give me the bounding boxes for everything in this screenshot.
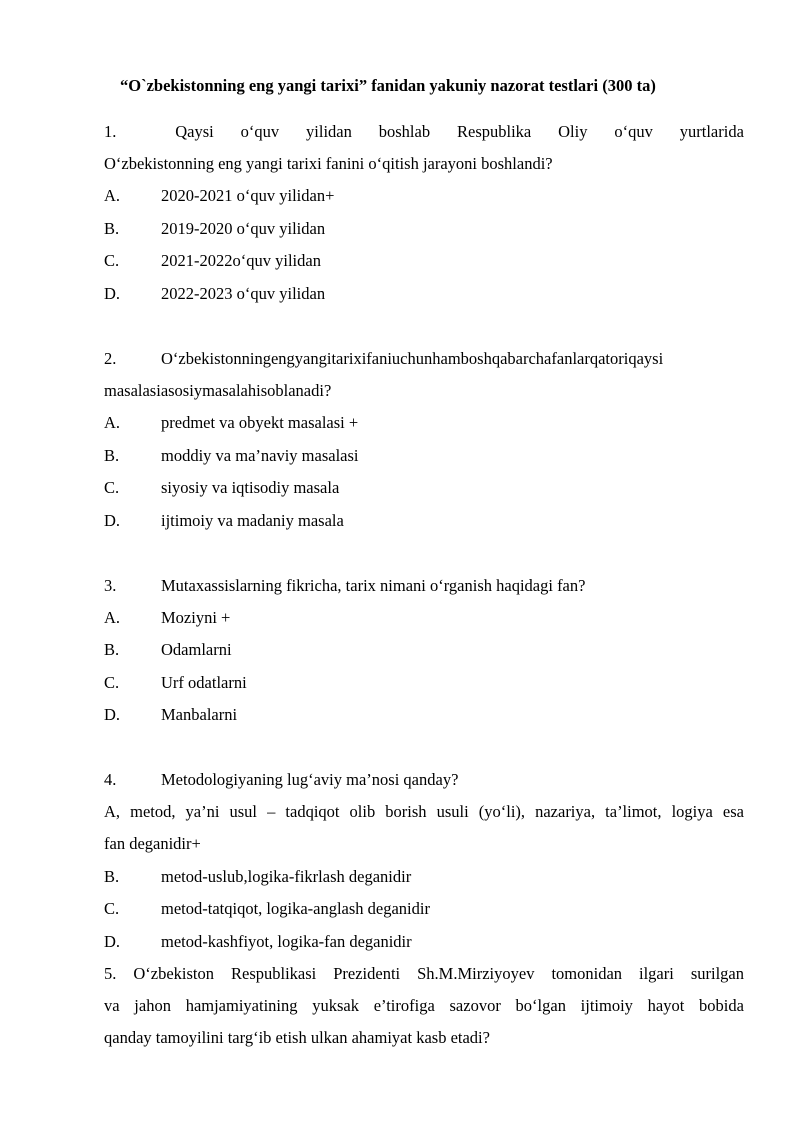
option-text: Odamlarni	[161, 640, 232, 659]
option-letter: D.	[104, 705, 121, 724]
question-number: 5.	[104, 964, 117, 983]
answer-option	[104, 284, 744, 304]
option-text: Moziyni +	[161, 608, 231, 627]
option-text: moddiy va ma’naviy masalasi	[161, 446, 359, 465]
word: metod,	[130, 802, 176, 821]
word: esa	[722, 802, 744, 821]
answer-option	[104, 186, 744, 206]
word: logiya	[671, 802, 713, 821]
word: va	[104, 996, 120, 1015]
option-text: Urf odatlarni	[161, 673, 247, 692]
answer-option-a-line-2: fan deganidir+	[104, 834, 201, 853]
option-text: ijtimoiy va madaniy masala	[161, 511, 344, 530]
option-text: metod-kashfiyot, logika-fan deganidir	[161, 932, 412, 951]
question-text: Metodologiyaning lug‘aviy ma’nosi qanday?	[161, 770, 459, 789]
answer-option	[104, 640, 744, 660]
word: usul	[229, 802, 258, 821]
question-number: 4.	[104, 770, 117, 789]
answer-option	[104, 899, 744, 919]
word: surilgan	[690, 964, 744, 983]
answer-option	[104, 608, 744, 628]
word: ta’limot,	[605, 802, 662, 821]
option-text: siyosiy va iqtisodiy masala	[161, 478, 340, 497]
question-number: 2.	[104, 349, 117, 368]
option-letter: C.	[104, 899, 120, 918]
question-3	[104, 576, 744, 596]
word: O‘zbekiston	[133, 964, 215, 983]
option-text: predmet va obyekt masalasi +	[161, 413, 359, 432]
answer-option-a-line-1	[104, 802, 744, 822]
word: yilidan	[306, 122, 352, 141]
word: sazovor	[449, 996, 501, 1015]
option-letter: D.	[104, 511, 121, 530]
option-letter: B.	[104, 867, 120, 886]
question-text: O‘zbekistonningengyangitarixifaniuchunhamboshqabarchafanlarqatoriqaysi	[161, 349, 664, 368]
word: bo‘lgan	[515, 996, 566, 1015]
option-letter: C.	[104, 251, 120, 270]
word: yurtlarida	[679, 122, 744, 141]
answer-option	[104, 673, 744, 693]
answer-option	[104, 867, 744, 887]
word: Qaysi	[175, 122, 214, 141]
option-letter: C.	[104, 673, 120, 692]
document-title: “O`zbekistonning eng yangi tarixi” fanidan yakuniy nazorat testlari (300 ta)	[120, 76, 656, 95]
question-number: 3.	[104, 576, 117, 595]
word: bobida	[699, 996, 744, 1015]
word: hamjamiyatining	[185, 996, 298, 1015]
option-letter: D.	[104, 932, 121, 951]
word: ya’ni	[185, 802, 220, 821]
option-letter: B.	[104, 446, 120, 465]
option-letter: C.	[104, 478, 120, 497]
word: o‘quv	[614, 122, 653, 141]
question-1-line-1	[104, 122, 744, 142]
word: ijtimoiy	[580, 996, 633, 1015]
answer-option	[104, 251, 744, 271]
answer-option	[104, 413, 744, 433]
option-text: metod-uslub,logika-fikrlash deganidir	[161, 867, 412, 886]
word: borish	[385, 802, 427, 821]
word: yuksak	[312, 996, 359, 1015]
answer-option	[104, 219, 744, 239]
word: (yo‘li),	[478, 802, 526, 821]
word: Prezidenti	[333, 964, 401, 983]
word: Respublika	[457, 122, 532, 141]
question-1-line-2: O‘zbekistonning eng yangi tarixi fanini o‘qitish jarayoni boshlandi?	[104, 154, 553, 173]
option-letter: A.	[104, 608, 121, 627]
answer-option	[104, 932, 744, 952]
word: olib	[349, 802, 376, 821]
word: jahon	[134, 996, 171, 1015]
option-text: 2022-2023 o‘quv yilidan	[161, 284, 326, 303]
word: A,	[104, 802, 121, 821]
option-letter: A.	[104, 186, 121, 205]
question-2-line-1	[104, 349, 744, 369]
word: hayot	[647, 996, 685, 1015]
word: ilgari	[639, 964, 674, 983]
word: usuli	[436, 802, 469, 821]
question-5-line-3: qanday tamoyilini targ‘ib etish ulkan ahamiyat kasb etadi?	[104, 1028, 490, 1047]
option-letter: B.	[104, 219, 120, 238]
option-text: 2021-2022o‘quv yilidan	[161, 251, 321, 270]
word: nazariya,	[535, 802, 596, 821]
question-5-line-2	[104, 996, 744, 1016]
word: e’tirofiga	[373, 996, 435, 1015]
answer-option	[104, 446, 744, 466]
word: Respublikasi	[231, 964, 317, 983]
option-letter: A.	[104, 413, 121, 432]
option-letter: B.	[104, 640, 120, 659]
question-4	[104, 770, 744, 790]
option-text: Manbalarni	[161, 705, 238, 724]
option-letter: D.	[104, 284, 121, 303]
option-text: 2020-2021 o‘quv yilidan+	[161, 186, 335, 205]
word: Oliy	[558, 122, 588, 141]
question-text: Mutaxassislarning fikricha, tarix nimani o‘rganish haqidagi fan?	[161, 576, 586, 595]
question-2-line-2: masalasiasosiymasalahisoblanadi?	[104, 381, 332, 400]
word: o‘quv	[240, 122, 280, 141]
word: tadqiqot	[285, 802, 340, 821]
word: –	[267, 802, 276, 821]
answer-option	[104, 511, 744, 531]
question-5-line-1	[104, 964, 744, 984]
word: tomonidan	[551, 964, 623, 983]
word: Sh.M.Mirziyoyev	[417, 964, 535, 983]
answer-option	[104, 478, 744, 498]
option-text: metod-tatqiqot, logika-anglash deganidir	[161, 899, 430, 918]
question-number: 1.	[104, 122, 117, 141]
answer-option	[104, 705, 744, 725]
option-text: 2019-2020 o‘quv yilidan	[161, 219, 326, 238]
word: boshlab	[378, 122, 431, 141]
